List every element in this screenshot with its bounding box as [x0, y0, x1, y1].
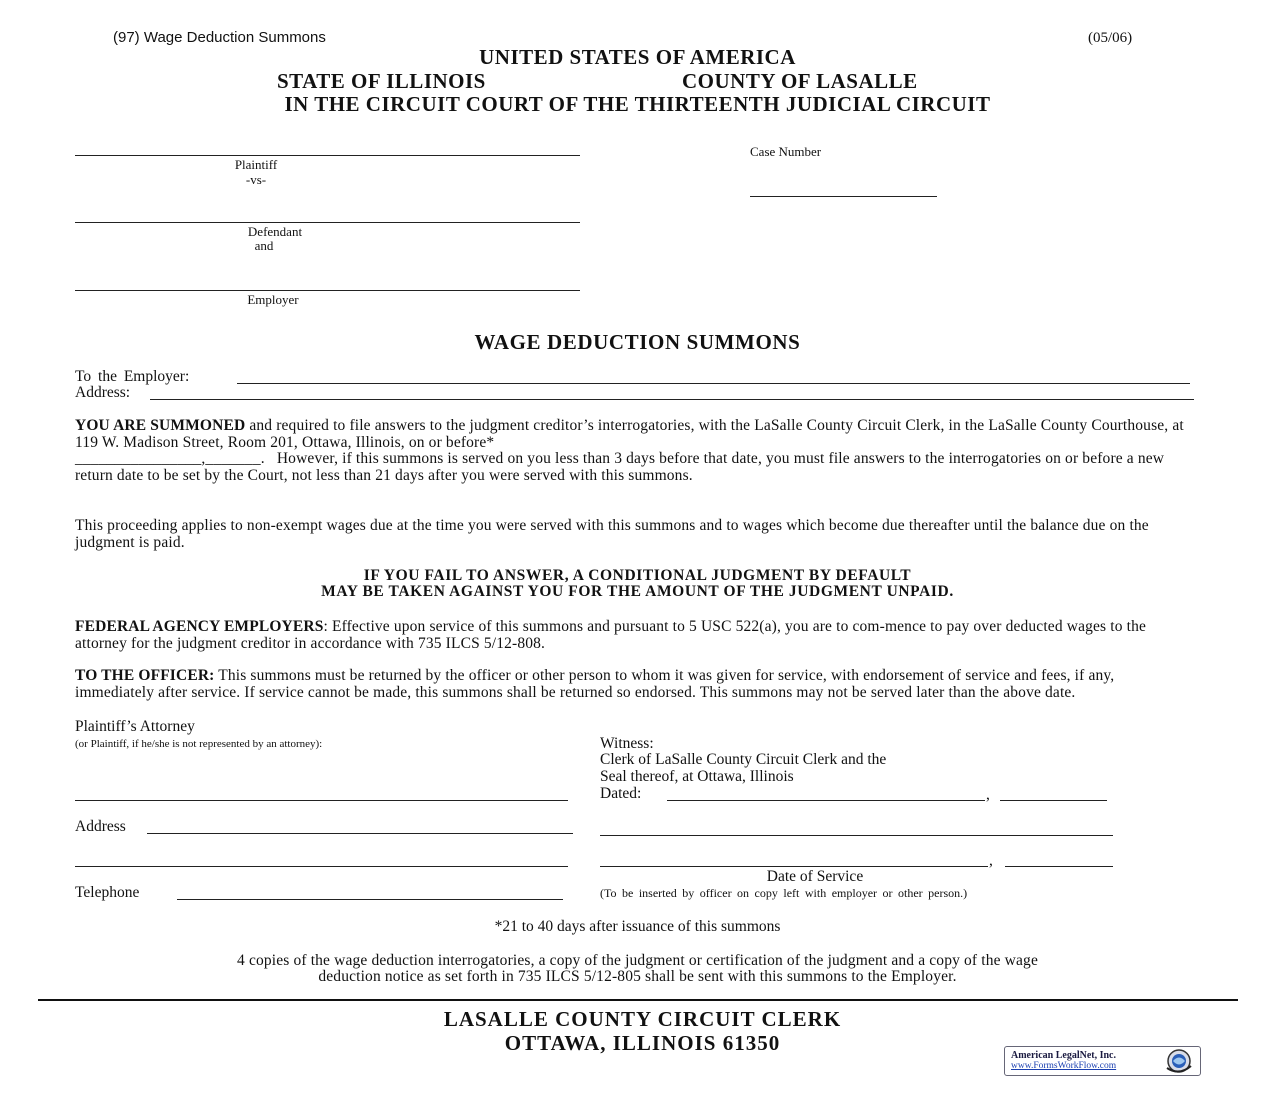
- vs-label: -vs-: [245, 172, 267, 187]
- attorney-note: (or Plaintiff, if he/she is not represented by an attorney):: [75, 738, 323, 750]
- attorney-telephone-line[interactable]: [177, 899, 563, 900]
- badge-url[interactable]: www.FormsWorkFlow.com: [1011, 1061, 1117, 1071]
- defendant-label: Defendant: [247, 224, 303, 239]
- default-warning-line2: MAY BE TAKEN AGAINST YOU FOR THE AMOUNT OF THE JUDGMENT UNPAID.: [321, 583, 954, 600]
- copies-line2: deduction notice as set forth in 735 ILCS 5/12-805 shall be sent with this summons to the Employer.: [318, 968, 957, 985]
- attorney-name-line[interactable]: [75, 800, 568, 801]
- federal-paragraph: [75, 619, 1175, 652]
- service-date-comma: ,: [989, 852, 993, 869]
- plaintiff-label: Plaintiff: [234, 157, 278, 172]
- dated-line[interactable]: [667, 800, 985, 801]
- badge-company: American LegalNet, Inc.: [1011, 1050, 1116, 1061]
- service-date-label: Date of Service: [766, 868, 864, 885]
- attorney-telephone-label: Telephone: [75, 884, 140, 901]
- default-warning-line1: IF YOU FAIL TO ANSWER, A CONDITIONAL JUDGMENT BY DEFAULT: [363, 567, 912, 584]
- officer-lead: TO THE OFFICER:: [75, 667, 215, 684]
- footer-city: OTTAWA, ILLINOIS 61350: [504, 1031, 781, 1055]
- footer-divider: [38, 999, 1238, 1001]
- federal-text: : Effective upon service of this summons and pursuant to 5 USC 522(a), you are to com-mence to pay over deducted wages to the attorney for the judgment creditor in accordance with 735 ILCS 5/12-808.: [75, 618, 1147, 652]
- to-employer-label: To the Employer:: [75, 368, 190, 385]
- header-county: COUNTY OF LASALLE: [682, 69, 918, 93]
- document-title: WAGE DEDUCTION SUMMONS: [474, 330, 801, 354]
- dated-label: Dated:: [600, 785, 642, 802]
- witness-line2: Seal thereof, at Ottawa, Illinois: [600, 768, 794, 785]
- summoned-date-blank[interactable]: ________________,_______.: [75, 450, 265, 467]
- address-line[interactable]: [150, 399, 1194, 400]
- dated-year-line[interactable]: [1000, 800, 1107, 801]
- attorney-address-line2[interactable]: [75, 866, 568, 867]
- header-court: IN THE CIRCUIT COURT OF THE THIRTEENTH JUDICIAL CIRCUIT: [284, 92, 991, 116]
- summoned-paragraph: [75, 418, 1195, 484]
- service-note: (To be inserted by officer on copy left with employer or other person.): [600, 886, 968, 900]
- copies-line1: 4 copies of the wage deduction interrogatories, a copy of the judgment or certification of the judgment and a copy of the wage: [237, 952, 1038, 969]
- service-date-line[interactable]: [600, 866, 988, 867]
- attorney-address-label: Address: [75, 818, 126, 835]
- legalnet-badge[interactable]: [1004, 1046, 1201, 1076]
- service-year-line[interactable]: [1005, 866, 1113, 867]
- header-state: STATE OF ILLINOIS: [277, 69, 486, 93]
- summoned-text2: However, if this summons is served on you less than 3 days before that date, you must file answers to the interrogatories on or before a new return date to be set by the Court, not less than 21 days after you were served with this summons.: [75, 450, 1165, 484]
- employer-line[interactable]: [75, 290, 580, 291]
- form-id: (97) Wage Deduction Summons: [113, 29, 326, 46]
- plaintiff-line[interactable]: [75, 155, 580, 156]
- globe-logo-icon: [1161, 1048, 1197, 1074]
- header-country: UNITED STATES OF AMERICA: [479, 45, 796, 69]
- defendant-line[interactable]: [75, 222, 580, 223]
- attorney-title: Plaintiff’s Attorney: [75, 718, 195, 735]
- dated-comma: ,: [986, 786, 990, 803]
- and-label: and: [254, 238, 274, 253]
- proceeding-paragraph: This proceeding applies to non-exempt wages due at the time you were served with this summons and to wages which become due thereafter until the balance due on the judgment is paid.: [75, 517, 1149, 551]
- officer-paragraph: [75, 668, 1185, 701]
- federal-lead: FEDERAL AGENCY EMPLOYERS: [75, 618, 324, 635]
- officer-text: This summons must be returned by the officer or other person to whom it was given for service, with endorsement of service and fees, if any, immediately after service. If service cannot be made, this summons shall be returned so endorsed. This summons may not be served later than the above date.: [75, 667, 1115, 701]
- witness-label: Witness:: [600, 735, 654, 752]
- summoned-lead: YOU ARE SUMMONED: [75, 417, 246, 434]
- footer-clerk: LASALLE COUNTY CIRCUIT CLERK: [443, 1007, 842, 1031]
- witness-signature-line[interactable]: [600, 835, 1113, 836]
- employer-label: Employer: [247, 292, 299, 307]
- summoned-text1: and required to file answers to the judgment creditor’s interrogatories, with the LaSalle County Circuit Clerk, in the LaSalle County Courthouse, at 119 W. Madison Street, Room 201, Ottawa, Illinois, on or before*: [75, 417, 1184, 451]
- footnote: *21 to 40 days after issuance of this summons: [494, 918, 781, 935]
- attorney-address-line[interactable]: [147, 833, 573, 834]
- case-number-label: Case Number: [750, 144, 822, 159]
- witness-line1: Clerk of LaSalle County Circuit Clerk and the: [600, 751, 887, 768]
- to-employer-line[interactable]: [237, 383, 1190, 384]
- address-label: Address:: [75, 384, 131, 401]
- case-number-line[interactable]: [750, 196, 937, 197]
- form-revision: (05/06): [1088, 30, 1133, 46]
